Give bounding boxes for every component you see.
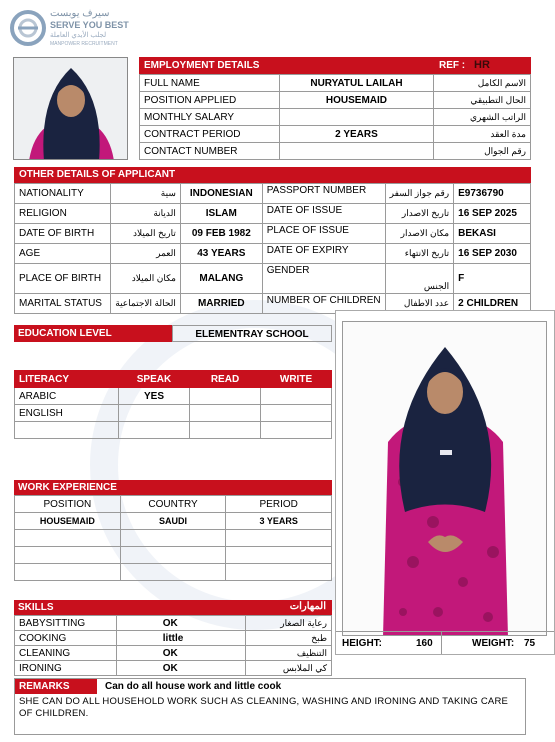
employment-row xyxy=(140,109,531,126)
other-field-arabic-2: مكان الاصدار xyxy=(385,224,454,244)
work-cell: HOUSEMAID xyxy=(15,513,121,530)
employment-row xyxy=(140,92,531,109)
other-field-label xyxy=(15,224,111,244)
work-row xyxy=(15,547,332,564)
literacy-language: ARABIC xyxy=(15,388,119,405)
other-details-row xyxy=(15,184,531,204)
employment-row xyxy=(140,143,531,160)
other-field-value-2: BEKASI xyxy=(454,224,531,244)
employment-row xyxy=(140,126,531,143)
other-field-arabic-2: الجنس xyxy=(385,264,454,294)
employment-field-label: MONTHLY SALARY xyxy=(140,109,280,126)
other-details-row xyxy=(15,244,531,264)
education-level-value: ELEMENTRAY SCHOOL xyxy=(172,325,332,342)
other-field-label-text: PLACE OF BIRTH xyxy=(19,273,102,284)
work-cell: 3 YEARS xyxy=(226,513,332,530)
skills-table xyxy=(14,615,332,676)
remarks-section xyxy=(14,678,526,735)
ref-value: HR xyxy=(474,59,490,71)
education-level-label xyxy=(14,325,172,342)
literacy-level xyxy=(190,422,261,439)
skill-name: CLEANING xyxy=(15,646,117,661)
employment-field-label: CONTACT NUMBER xyxy=(140,143,280,160)
work-column-header: PERIOD xyxy=(226,496,332,513)
literacy-header-cell: SPEAK xyxy=(119,371,190,388)
other-field-label xyxy=(15,244,111,264)
height-value: 160 xyxy=(416,638,433,649)
other-field-arabic: الديانة xyxy=(111,204,181,224)
other-field-value: ISLAM xyxy=(180,204,262,224)
skill-level: OK xyxy=(116,661,245,676)
other-details-title: OTHER DETAILS OF APPLICANT xyxy=(19,169,176,180)
employment-details-header xyxy=(139,57,531,74)
work-row xyxy=(15,564,332,581)
ref-label: REF : xyxy=(439,60,466,71)
other-field-label xyxy=(15,294,111,314)
work-cell xyxy=(226,547,332,564)
logo-sub: MANPOWER RECRUITMENT xyxy=(50,41,118,47)
weight-value: 75 xyxy=(524,638,536,649)
employment-field-arabic: الاسم الكامل xyxy=(434,75,531,92)
applicant-full-body-photo xyxy=(335,310,555,655)
literacy-header-cell: READ xyxy=(190,371,261,388)
employment-field-value xyxy=(279,109,434,126)
other-field-label-2: PASSPORT NUMBER xyxy=(262,184,385,204)
skill-row xyxy=(15,661,332,676)
employment-field-arabic: رقم الجوال xyxy=(434,143,531,160)
employment-field-value: NURYATUL LAILAH xyxy=(279,75,434,92)
skill-level: OK xyxy=(116,616,245,631)
other-field-label-text: NATIONALITY xyxy=(19,188,84,199)
other-field-value: MARRIED xyxy=(180,294,262,314)
work-row xyxy=(15,513,332,530)
company-logo xyxy=(10,8,130,50)
skills-header xyxy=(14,600,332,615)
work-experience-title: WORK EXPERIENCE xyxy=(18,482,117,493)
applicant-portrait-photo xyxy=(13,57,128,160)
other-field-label-text: DATE OF BIRTH xyxy=(19,228,95,239)
other-field-label-2: PLACE OF ISSUE xyxy=(262,224,385,244)
weight-label: WEIGHT: xyxy=(472,638,515,649)
employment-field-value: 2 YEARS xyxy=(279,126,434,143)
literacy-level xyxy=(261,422,332,439)
literacy-level: YES xyxy=(119,388,190,405)
height-weight-divider xyxy=(441,632,442,655)
skill-arabic: كي الملابس xyxy=(246,661,332,676)
other-field-arabic: مكان الميلاد xyxy=(111,264,181,294)
work-cell xyxy=(226,530,332,547)
other-field-arabic-2: عدد الاطفال xyxy=(385,294,454,314)
literacy-language xyxy=(15,422,119,439)
employment-row xyxy=(140,75,531,92)
other-field-arabic: الحالة الاجتماعية xyxy=(111,294,181,314)
literacy-level xyxy=(119,422,190,439)
employment-field-arabic: مدة العقد xyxy=(434,126,531,143)
skill-name: IRONING xyxy=(15,661,117,676)
other-field-label-text: RELIGION xyxy=(19,208,67,219)
height-weight-bar xyxy=(336,631,555,655)
other-field-arabic-2: تاريخ الانتهاء xyxy=(385,244,454,264)
other-field-label-text: MARITAL STATUS xyxy=(19,298,102,309)
other-field-arabic-2: رقم جواز السفر xyxy=(385,184,454,204)
remarks-label xyxy=(15,679,97,694)
literacy-level xyxy=(190,388,261,405)
other-field-value: MALANG xyxy=(180,264,262,294)
skill-level: little xyxy=(116,631,245,646)
literacy-table xyxy=(14,370,332,439)
literacy-header-cell: WRITE xyxy=(261,371,332,388)
skill-name: BABYSITTING xyxy=(15,616,117,631)
education-level-title: EDUCATION LEVEL xyxy=(18,328,112,339)
literacy-level xyxy=(261,405,332,422)
height-label: HEIGHT: xyxy=(342,638,382,649)
other-field-label xyxy=(15,264,111,294)
employment-field-arabic: الحال التطبيقي xyxy=(434,92,531,109)
work-cell xyxy=(120,564,226,581)
skill-level: OK xyxy=(116,646,245,661)
skill-row xyxy=(15,646,332,661)
other-field-arabic: تاريخ الميلاد xyxy=(111,224,181,244)
employment-details-table xyxy=(139,74,531,160)
skill-arabic: طبخ xyxy=(246,631,332,646)
skills-title: SKILLS xyxy=(18,602,54,613)
logo-arabic-sub: لجلب الأيدي العاملة xyxy=(50,32,107,39)
other-field-label-2: NUMBER OF CHILDREN xyxy=(262,294,385,314)
employment-field-label: POSITION APPLIED xyxy=(140,92,280,109)
work-cell xyxy=(120,547,226,564)
other-details-row xyxy=(15,204,531,224)
remarks-title: REMARKS xyxy=(19,681,70,692)
work-cell xyxy=(15,564,121,581)
literacy-row xyxy=(15,405,332,422)
other-field-label-2: GENDER xyxy=(262,264,385,294)
other-field-value-2: E9736790 xyxy=(454,184,531,204)
employment-field-label: CONTRACT PERIOD xyxy=(140,126,280,143)
work-cell xyxy=(120,530,226,547)
work-experience-table xyxy=(14,495,332,581)
employment-field-value: HOUSEMAID xyxy=(279,92,434,109)
skill-arabic: التنظيف xyxy=(246,646,332,661)
literacy-row xyxy=(15,388,332,405)
other-field-label-2: DATE OF EXPIRY xyxy=(262,244,385,264)
other-field-arabic-2: تاريخ الاصدار xyxy=(385,204,454,224)
other-field-arabic: العمر xyxy=(111,244,181,264)
remarks-text: SHE CAN DO ALL HOUSEHOLD WORK SUCH AS CLEANING, WASHING AND IRONING AND TAKING CARE OF CHILDREN. xyxy=(19,696,509,719)
work-cell xyxy=(226,564,332,581)
other-field-label xyxy=(15,184,111,204)
other-field-value: 09 FEB 1982 xyxy=(180,224,262,244)
other-details-row xyxy=(15,224,531,244)
skills-arabic-title: المهارات xyxy=(289,601,326,612)
literacy-header-cell: LITERACY xyxy=(15,371,119,388)
other-field-value-2: 16 SEP 2030 xyxy=(454,244,531,264)
literacy-level xyxy=(119,405,190,422)
literacy-row xyxy=(15,422,332,439)
other-field-value: INDONESIAN xyxy=(180,184,262,204)
work-cell xyxy=(15,547,121,564)
other-field-value: 43 YEARS xyxy=(180,244,262,264)
work-cell: SAUDI xyxy=(120,513,226,530)
employment-field-value xyxy=(279,143,434,160)
literacy-level xyxy=(190,405,261,422)
work-column-header: POSITION xyxy=(15,496,121,513)
other-field-value-2: 2 CHILDREN xyxy=(454,294,531,314)
other-field-value-2: 16 SEP 2025 xyxy=(454,204,531,224)
literacy-language: ENGLISH xyxy=(15,405,119,422)
work-row xyxy=(15,530,332,547)
logo-arabic: سيرف يوبست xyxy=(50,8,110,19)
employment-field-arabic: الراتب الشهري xyxy=(434,109,531,126)
other-details-row xyxy=(15,264,531,294)
employment-field-label: FULL NAME xyxy=(140,75,280,92)
skill-row xyxy=(15,631,332,646)
other-details-table xyxy=(14,183,531,314)
work-experience-header xyxy=(14,480,332,495)
logo-emblem-icon xyxy=(10,10,46,46)
logo-name: SERVE YOU BEST xyxy=(50,20,129,30)
other-field-arabic: سية xyxy=(111,184,181,204)
work-cell xyxy=(15,530,121,547)
work-column-header: COUNTRY xyxy=(120,496,226,513)
remarks-summary: Can do all house work and little cook xyxy=(105,681,282,692)
employment-details-title: EMPLOYMENT DETAILS xyxy=(144,60,260,71)
other-field-label-text: AGE xyxy=(19,248,41,259)
other-field-label xyxy=(15,204,111,224)
other-details-header xyxy=(14,167,531,183)
other-field-value-2: F xyxy=(454,264,531,294)
skill-name: COOKING xyxy=(15,631,117,646)
other-field-label-2: DATE OF ISSUE xyxy=(262,204,385,224)
skill-row xyxy=(15,616,332,631)
skill-arabic: رعاية الصغار xyxy=(246,616,332,631)
literacy-level xyxy=(261,388,332,405)
